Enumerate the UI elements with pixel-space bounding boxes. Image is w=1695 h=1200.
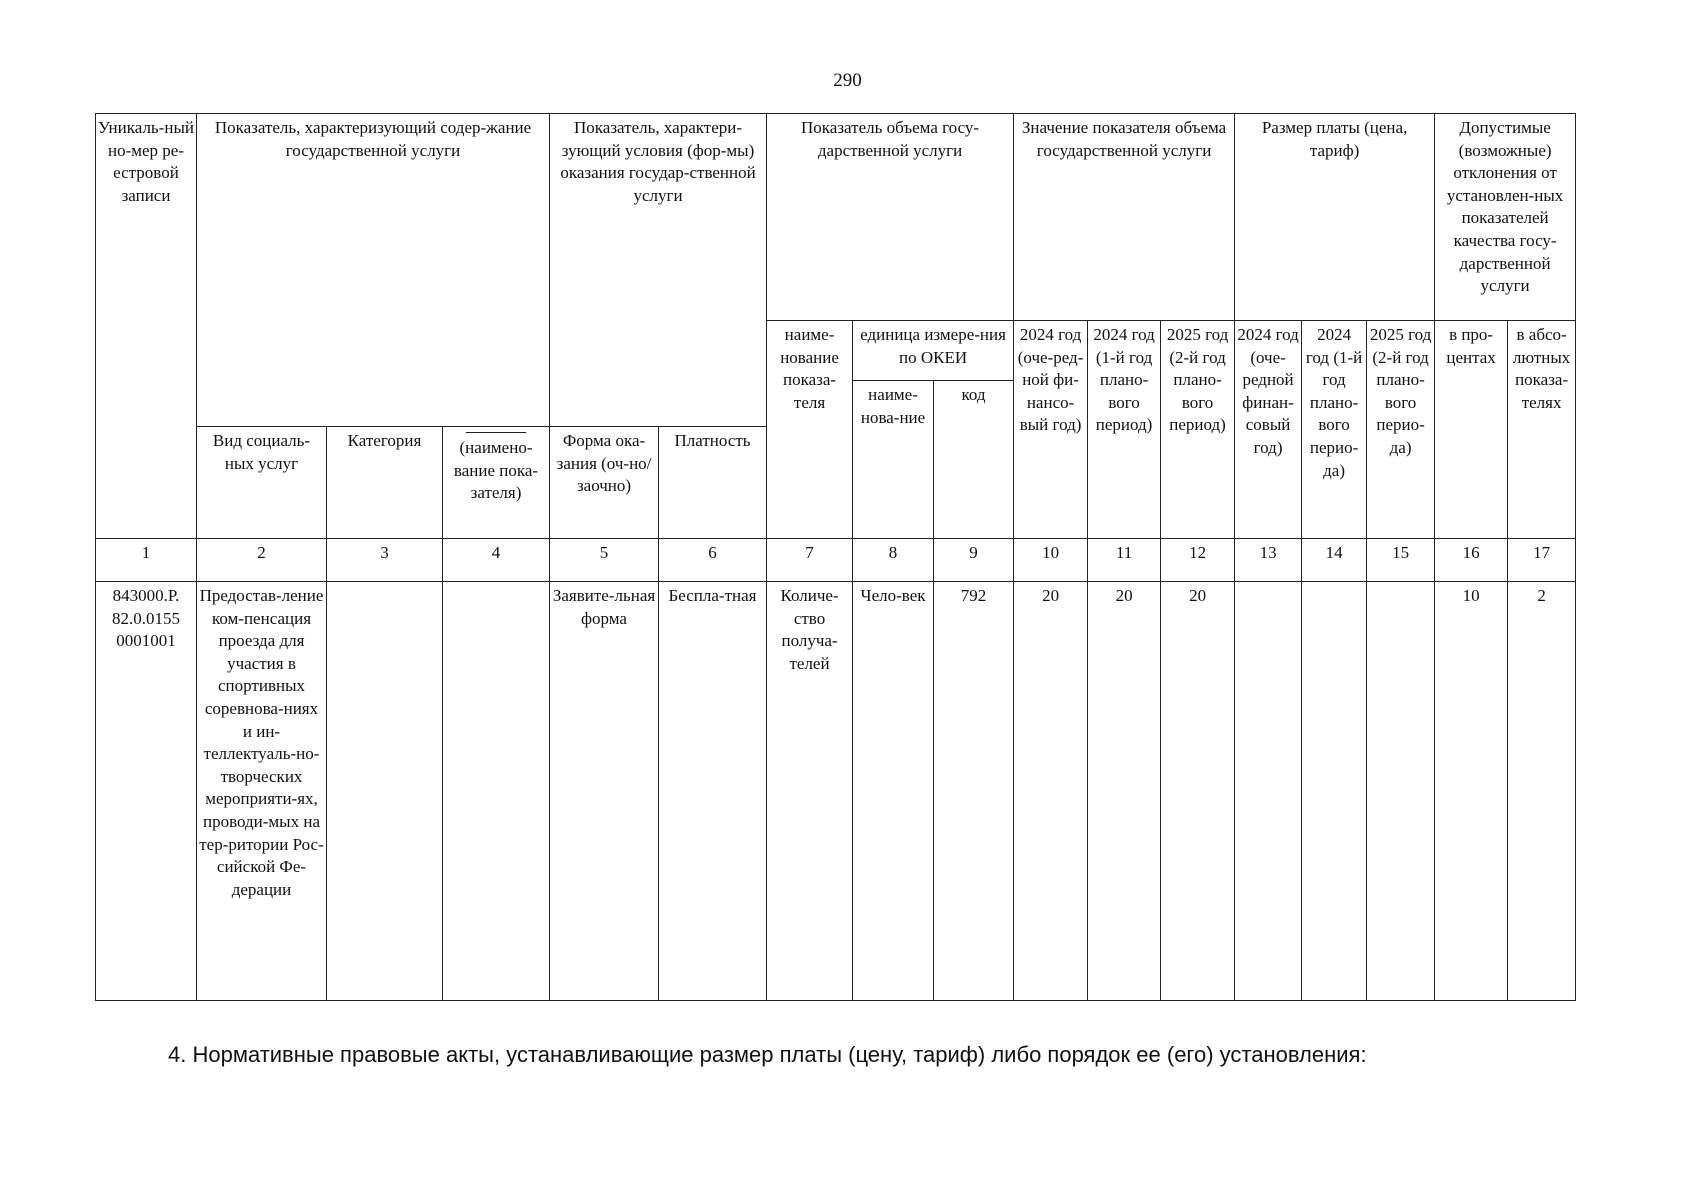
header-fee-2024-b: 2024 год (1-й год плано-вого перио-да)	[1302, 321, 1367, 539]
header-content-indicator: Показатель, характеризующий содер-жание государственной услуги	[197, 114, 550, 427]
cell-payment: Беспла-тная	[659, 582, 767, 1001]
column-number: 2	[197, 539, 327, 582]
cell-unit-name: Чело-век	[853, 582, 934, 1001]
cell-fee-2025	[1367, 582, 1435, 1001]
blank-line	[466, 432, 526, 433]
column-number: 6	[659, 539, 767, 582]
section-4-heading: 4. Нормативные правовые акты, устанавливающие размер платы (цену, тариф) либо порядок ее (его) установления:	[168, 1042, 1367, 1067]
cell-registry-number: 843000.Р. 82.0.0155 0001001	[96, 582, 197, 1001]
column-number: 15	[1367, 539, 1435, 582]
header-okei-code: код	[934, 381, 1014, 539]
column-number: 1	[96, 539, 197, 582]
column-number: 4	[443, 539, 550, 582]
header-vol-2024-b: 2024 год (1-й год плано-вого период)	[1088, 321, 1161, 539]
header-payment: Платность	[659, 427, 767, 539]
cell-vol-2024-a: 20	[1014, 582, 1088, 1001]
column-number: 12	[1161, 539, 1235, 582]
header-okei-name: наиме-нова-ние	[853, 381, 934, 539]
header-in-percent: в про-центах	[1435, 321, 1508, 539]
cell-indicator-name: Количе-ство получа-телей	[767, 582, 853, 1001]
cell-form: Заявите-льная форма	[550, 582, 659, 1001]
header-vol-2025: 2025 год (2-й год плано-вого период)	[1161, 321, 1235, 539]
column-number: 17	[1508, 539, 1576, 582]
cell-vol-2024-b: 20	[1088, 582, 1161, 1001]
column-number: 5	[550, 539, 659, 582]
header-in-absolute: в абсо-лютных показа-телях	[1508, 321, 1576, 539]
column-number: 16	[1435, 539, 1508, 582]
header-indicator-name: наиме-нование показа-теля	[767, 321, 853, 539]
header-fee-2024-a: 2024 год (оче-редной финан-совый год)	[1235, 321, 1302, 539]
header-fee: Размер платы (цена, тариф)	[1235, 114, 1435, 321]
header-volume-value: Значение показателя объема государственной услуги	[1014, 114, 1235, 321]
header-fee-2025: 2025 год (2-й год плано-вого перио-да)	[1367, 321, 1435, 539]
cell-dev-absolute: 2	[1508, 582, 1576, 1001]
column-number: 9	[934, 539, 1014, 582]
column-number: 3	[327, 539, 443, 582]
column-number: 8	[853, 539, 934, 582]
header-vol-2024-a: 2024 год (оче-ред-ной фи-нансо-вый год)	[1014, 321, 1088, 539]
cell-fee-2024-a	[1235, 582, 1302, 1001]
column-number: 7	[767, 539, 853, 582]
cell-fee-2024-b	[1302, 582, 1367, 1001]
column-number: 14	[1302, 539, 1367, 582]
column-number: 11	[1088, 539, 1161, 582]
page-number: 290	[833, 70, 862, 91]
cell-service: Предостав-ление ком-пенсация проезда для участия в спортивных соревнова-ниях и ин-теллектуаль-но-творческих мероприяти-ях, проводи-мых на тер-ритории Рос-сийской Фе-дерации	[197, 582, 327, 1001]
table-row	[96, 582, 1576, 1001]
header-indicator-blank: (наимено-вание пока-зателя)	[443, 427, 550, 539]
header-form-of-provision: Форма ока-зания (оч-но/заочно)	[550, 427, 659, 539]
header-service-kind: Вид социаль-ных услуг	[197, 427, 327, 539]
column-number: 10	[1014, 539, 1088, 582]
cell-unit-code: 792	[934, 582, 1014, 1001]
header-okei-unit: единица измере-ния по ОКЕИ	[853, 321, 1014, 381]
cell-dev-percent: 10	[1435, 582, 1508, 1001]
cell-indicator	[443, 582, 550, 1001]
header-deviations: Допустимые (возможные) отклонения от установлен-ных показателей качества госу-дарственной услуги	[1435, 114, 1576, 321]
cell-vol-2025: 20	[1161, 582, 1235, 1001]
service-volume-table	[95, 113, 1576, 1001]
header-unique-number: Уникаль-ный но-мер ре-естровой записи	[96, 114, 197, 539]
header-volume-indicator: Показатель объема госу-дарственной услуги	[767, 114, 1014, 321]
column-numbers-row	[96, 539, 1576, 582]
column-number: 13	[1235, 539, 1302, 582]
cell-category	[327, 582, 443, 1001]
header-conditions-indicator: Показатель, характери-зующий условия (фор-мы) оказания государ-ственной услуги	[550, 114, 767, 427]
header-category: Категория	[327, 427, 443, 539]
